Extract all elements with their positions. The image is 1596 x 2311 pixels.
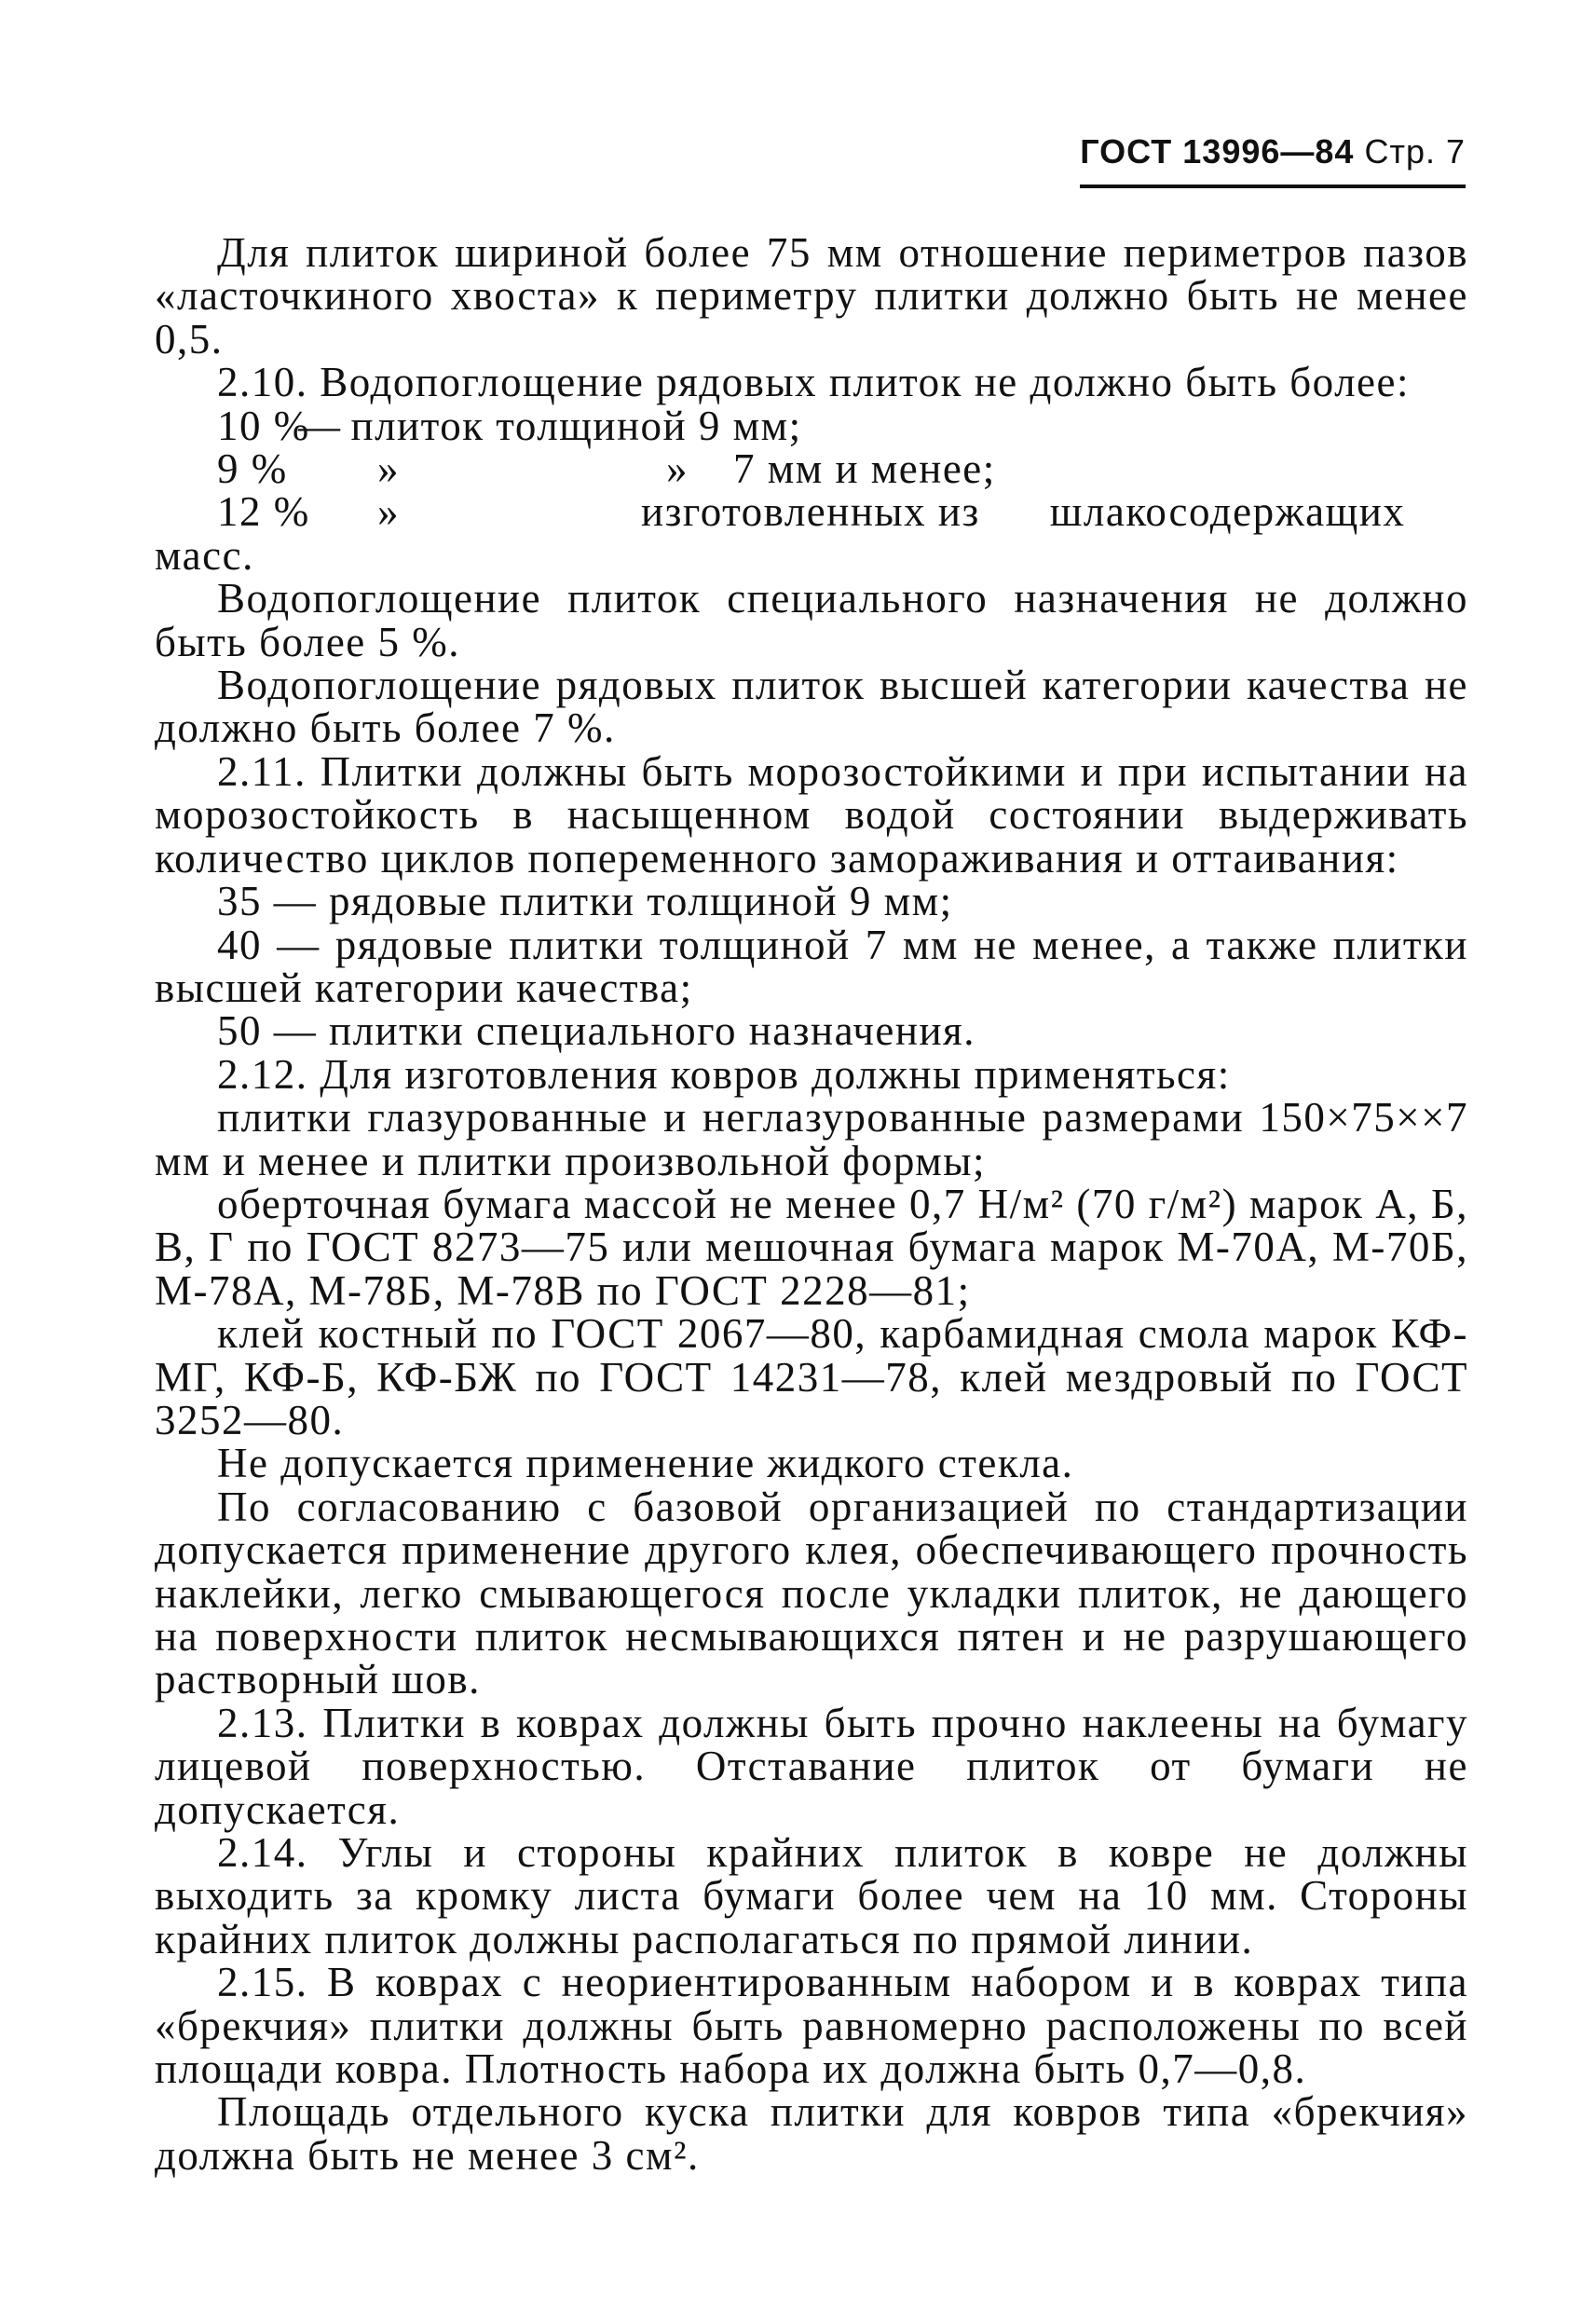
paragraph-breccia-area: Площадь отдельного куска плитки для ковров типа «брекчия» должна быть не менее 3 см². <box>155 2088 1468 2179</box>
clause-2-10: 2.10. Водопоглощение рядовых плиток не должно быть более: <box>217 359 1410 406</box>
row-text: изготовленных из <box>641 488 980 536</box>
row-text: 7 мм и менее; <box>733 445 996 493</box>
row-text-continued: шлакосодержащих <box>1049 488 1406 536</box>
water-row-9 <box>155 445 1468 493</box>
clause-2-15: 2.15. В коврах с неориентированным набором и в коврах типа «брекчия» плитки должны быть равномерно расположены по всей площади ковра. Плотность набора их должна быть 0,7—0,8. <box>155 1959 1468 2093</box>
materials-glue: клей костный по ГОСТ 2067—80, карбамидная смола марок КФ-МГ, КФ-Б, КФ-БЖ по ГОСТ 14231—78, клей мездровый по ГОСТ 3252—80. <box>155 1310 1468 1443</box>
ditto-mark: » <box>377 445 400 493</box>
ditto-mark: » <box>666 445 689 493</box>
standard-number: ГОСТ 13996—84 <box>1080 132 1355 171</box>
clause-2-14: 2.14. Углы и стороны крайних плиток в ковре не должны выходить за кромку листа бумаги более чем на 10 мм. Стороны крайних плиток должны располагаться по прямой линии. <box>155 1829 1468 1962</box>
paragraph-no-liquid-glass: Не допускается применение жидкого стекла. <box>217 1440 1074 1487</box>
paragraph-dovetail: Для плиток шириной более 75 мм отношение периметров пазов «ласточкиного хвоста» к периметру плитки должно быть не менее 0,5. <box>155 229 1468 362</box>
row-text: плиток толщиной 9 мм; <box>350 402 802 449</box>
ditto-mark: » <box>377 488 400 536</box>
paragraph-other-glue: По согласованию с базовой организацией по стандартизации допускается применение другого клея, обеспечивающего прочность наклейки, легко смывающегося после укладки плиток, не дающего на поверхности плиток несмывающихся пятен и не разрушающего растворный шов. <box>155 1483 1468 1703</box>
clause-2-13: 2.13. Плитки в коврах должны быть прочно наклеены на бумагу лицевой поверхностью. Отставание плиток от бумаги не допускается. <box>155 1699 1468 1833</box>
percent-value: 10 % <box>217 402 310 449</box>
paragraph-mass: масс. <box>155 531 254 579</box>
materials-tiles: плитки глазурованные и неглазурованные размерами 150×75××7 мм и менее и плитки произвольной формы; <box>155 1094 1468 1184</box>
dash: — <box>298 402 342 449</box>
paragraph-premium-water: Водопоглощение рядовых плиток высшей категории качества не должно быть более 7 %. <box>155 662 1468 752</box>
clause-2-11: 2.11. Плитки должны быть морозостойкими и при испытании на морозостойкость в насыщенном водой состоянии выдерживать количество циклов попеременного замораживания и оттаивания: <box>155 747 1468 882</box>
percent-value: 9 % <box>217 445 288 493</box>
paragraph-special-water: Водопоглощение плиток специального назначения не должно быть более 5 %. <box>155 575 1468 665</box>
page-number: Стр. 7 <box>1364 132 1466 171</box>
frost-item-35: 35 — рядовые плитки толщиной 9 мм; <box>217 878 953 925</box>
document-body <box>155 231 1468 2177</box>
water-row-12 <box>155 488 1468 536</box>
water-row-10 <box>155 404 1468 447</box>
percent-value: 12 % <box>217 488 310 536</box>
frost-item-40: 40 — рядовые плитки толщиной 7 мм не менее, а также плитки высшей категории качества; <box>155 921 1468 1011</box>
materials-paper: оберточная бумага массой не менее 0,7 Н/м² (70 г/м²) марок А, Б, В, Г по ГОСТ 8273—75 или мешочная бумага марок М-70А, М-70Б, М-78А, М-78Б, М-78В по ГОСТ 2228—81; <box>155 1180 1468 1314</box>
clause-2-12: 2.12. Для изготовления ковров должны применяться: <box>217 1050 1231 1098</box>
frost-item-50: 50 — плитки специального назначения. <box>217 1007 975 1055</box>
page-header <box>1080 132 1466 188</box>
